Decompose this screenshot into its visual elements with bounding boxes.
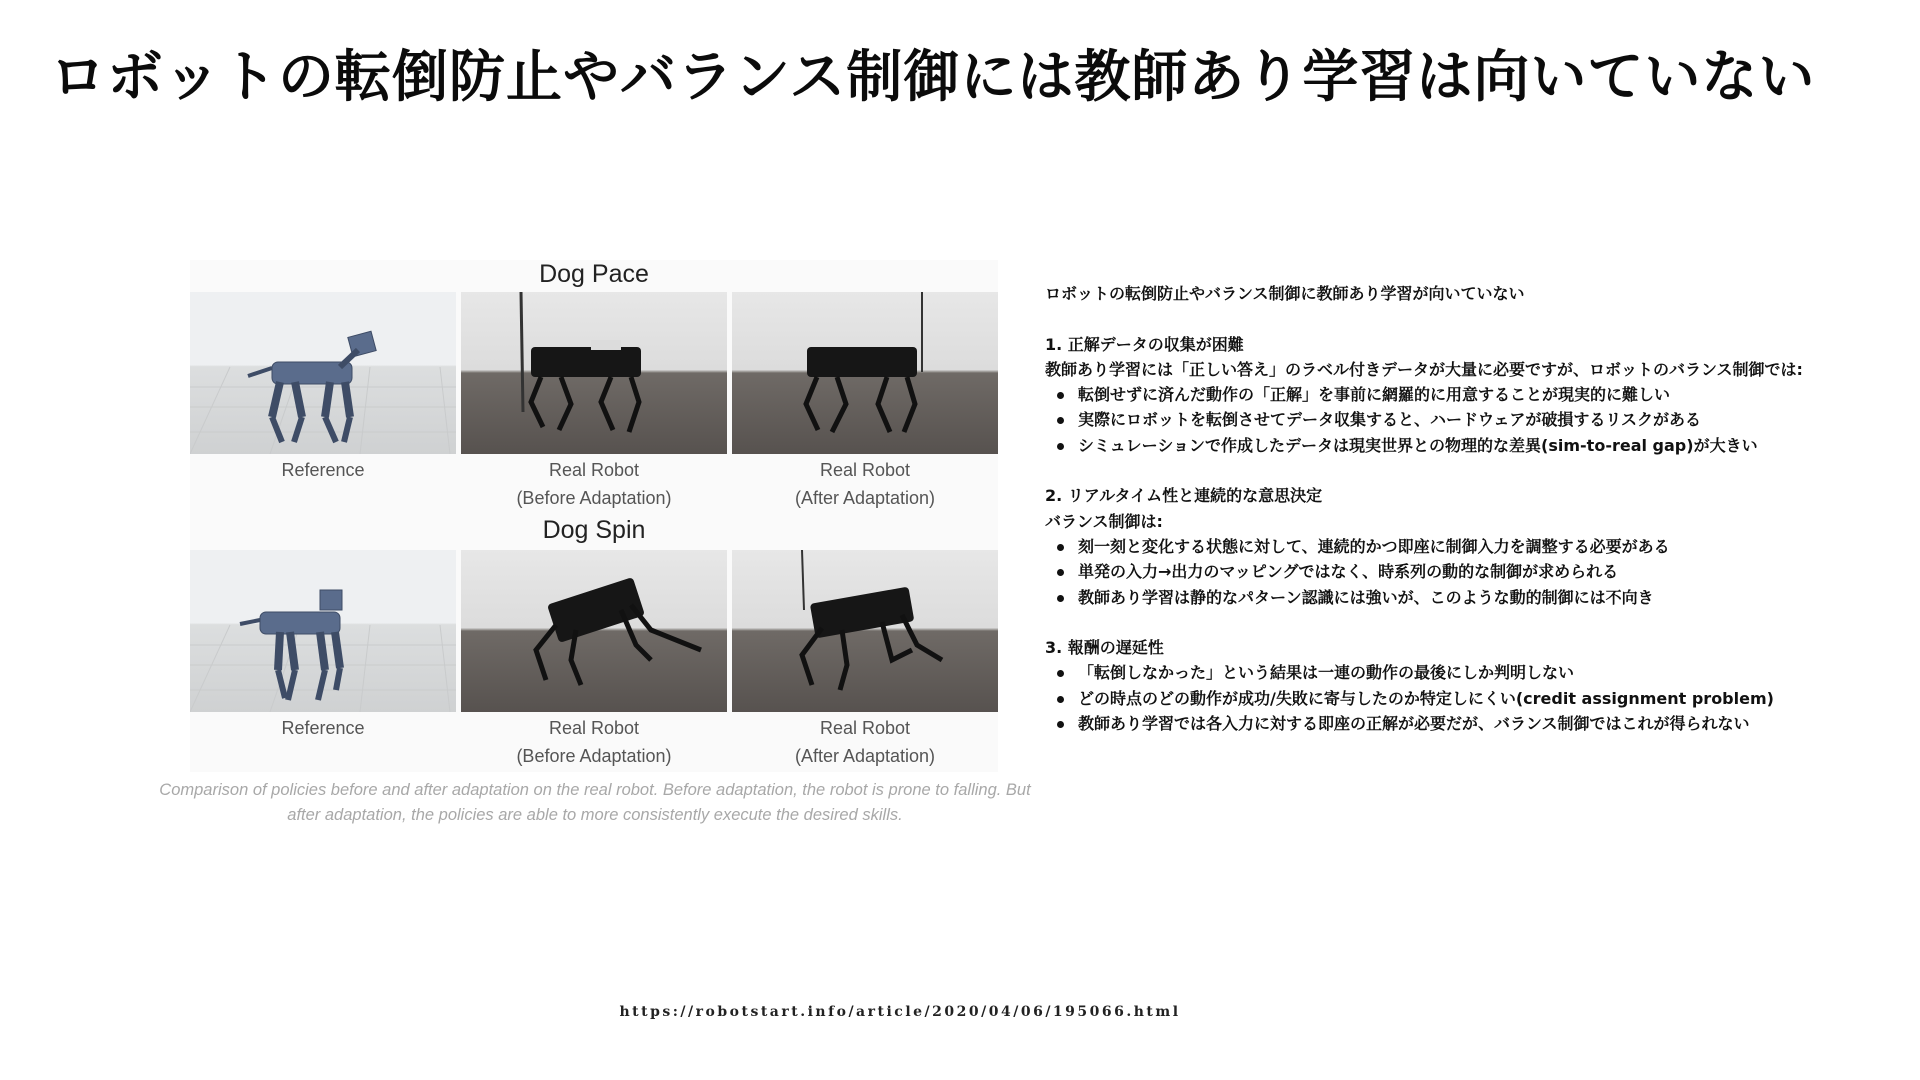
caption-line: (After Adaptation) (794, 746, 936, 766)
section-lead: バランス制御は: (1045, 511, 1163, 531)
figure-caption-line: after adaptation, the policies are able to more consistently execute the desired skills. (287, 806, 903, 824)
caption-line: (After Adaptation) (794, 488, 936, 508)
caption-spin-before (461, 714, 727, 770)
caption-line: Real Robot (548, 460, 640, 480)
bullet-item: 実際にロボットを転倒させてデータ収集すると、ハードウェアが破損するリスクがある (1045, 407, 1875, 432)
caption-pace-before (461, 456, 727, 512)
bullet-list (1045, 534, 1875, 610)
bullet-item: 刻一刻と変化する状態に対して、連続的かつ即座に制御入力を調整する必要がある (1045, 534, 1875, 559)
section-title: 3. 報酬の遅延性 (1045, 638, 1164, 658)
caption-spin-reference (190, 714, 456, 742)
bullet-item: 単発の入力→出力のマッピングではなく、時系列の動的な制御が求められる (1045, 559, 1875, 584)
caption-line: Reference (281, 460, 365, 480)
source-url: https://robotstart.info/article/2020/04/06/195066.html (619, 1004, 1181, 1020)
panel-spin-before (461, 550, 727, 712)
section-lead: 教師あり学習には「正しい答え」のラベル付きデータが大量に必要ですが、ロボットのバランス制御では: (1045, 359, 1803, 379)
bullet-list (1045, 382, 1875, 458)
caption-line: Reference (281, 718, 365, 738)
robot-comparison-figure (190, 260, 998, 772)
panel-spin-after (732, 550, 998, 712)
simulated-robot-image (190, 550, 456, 712)
real-robot-image (732, 550, 998, 712)
figure-caption-line: Comparison of policies before and after adaptation on the real robot. Before adaptation, the robot is prone to falling. But (159, 781, 1031, 799)
section-title: 1. 正解データの収集が困難 (1045, 334, 1244, 354)
figure-caption (100, 778, 1090, 828)
panel-pace-before (461, 292, 727, 454)
panel-spin-reference (190, 550, 456, 712)
notes-heading: ロボットの転倒防止やバランス制御に教師あり学習が向いていない (1045, 284, 1525, 303)
real-robot-image (461, 292, 727, 454)
figure-heading-dog-pace: Dog Pace (539, 260, 649, 288)
caption-line: Real Robot (548, 718, 640, 738)
bullet-list (1045, 660, 1875, 736)
bullet-item: 教師あり学習は静的なパターン認識には強いが、このような動的制御には不向き (1045, 585, 1875, 610)
explanation-text (1045, 281, 1875, 736)
panel-pace-reference (190, 292, 456, 454)
real-robot-image (461, 550, 727, 712)
caption-line: (Before Adaptation) (516, 746, 672, 766)
real-robot-image (732, 292, 998, 454)
bullet-item: シミュレーションで作成したデータは現実世界との物理的な差異(sim-to-real gap)が大きい (1045, 433, 1875, 458)
bullet-item: 転倒せずに済んだ動作の「正解」を事前に網羅的に用意することが現実的に難しい (1045, 382, 1875, 407)
caption-line: Real Robot (819, 718, 911, 738)
slide-title: ロボットの転倒防止やバランス制御には教師あり学習は向いていない (50, 45, 1816, 110)
caption-line: Real Robot (819, 460, 911, 480)
bullet-item: どの時点のどの動作が成功/失敗に寄与したのか特定しにくい(credit assignment problem) (1045, 686, 1875, 711)
bullet-item: 「転倒しなかった」という結果は一連の動作の最後にしか判明しない (1045, 660, 1875, 685)
caption-spin-after (732, 714, 998, 770)
caption-pace-reference (190, 456, 456, 484)
caption-line: (Before Adaptation) (516, 488, 672, 508)
panel-pace-after (732, 292, 998, 454)
section-title: 2. リアルタイム性と連続的な意思決定 (1045, 486, 1323, 506)
simulated-robot-image (190, 292, 456, 454)
bullet-item: 教師あり学習では各入力に対する即座の正解が必要だが、バランス制御ではこれが得られない (1045, 711, 1875, 736)
figure-heading-dog-spin: Dog Spin (542, 516, 646, 544)
caption-pace-after (732, 456, 998, 512)
